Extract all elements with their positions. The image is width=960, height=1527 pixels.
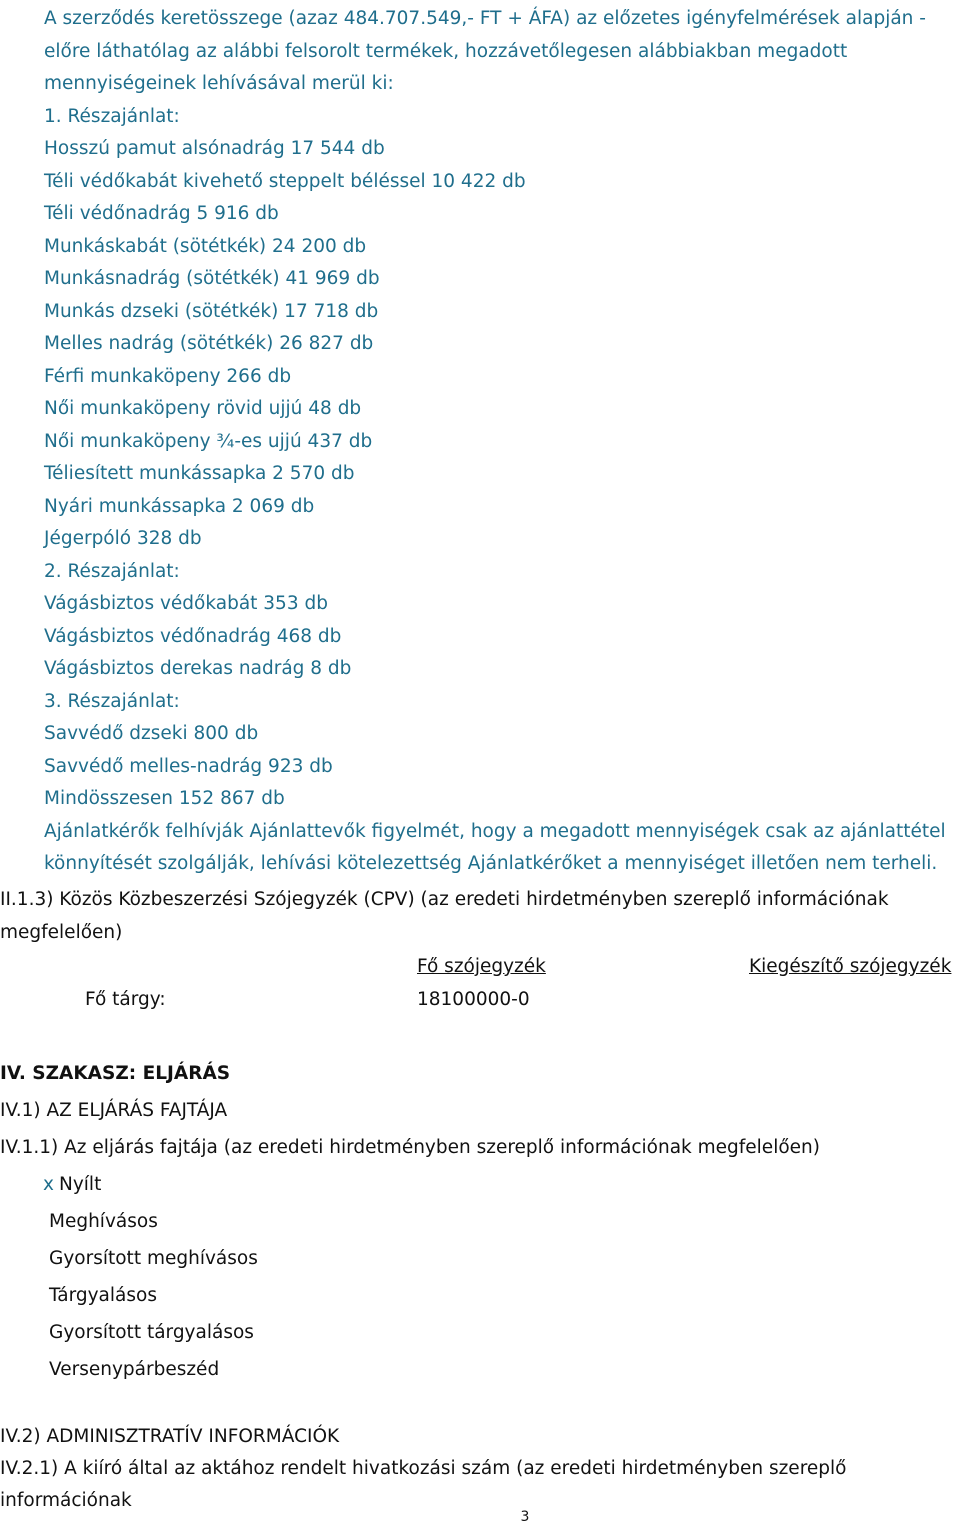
list-item: Munkás dzseki (sötétkék) 17 718 db (44, 300, 379, 322)
procedure-option-restricted: Meghívásos (49, 1211, 158, 1232)
procedure-option-label: Nyílt (59, 1174, 102, 1195)
list-item: Vágásbiztos derekas nadrág 8 db (44, 658, 352, 679)
quantity-note: Ajánlatkérők felhívják Ajánlattevők figyelmét, hogy a megadott mennyiségek csak az ajánlattétel könnyítését szolgálják, lehívási kötelezettség Ajánlatkérőket a mennyiséget illetően nem terheli. (44, 820, 946, 874)
total-quantity: Mindösszesen 152 867 db (44, 788, 285, 809)
cpv-heading: II.1.3) Közös Közbeszerzési Szójegyzék (CPV) (az eredeti hirdetményben szereplő információnak megfelelően) (0, 889, 889, 943)
list-item: Savvédő melles-nadrág 923 db (44, 755, 333, 777)
list-item: Savvédő dzseki 800 db (44, 723, 259, 744)
procedure-section (0, 1055, 950, 1388)
list-item: Női munkaköpeny rövid ujjú 48 db (44, 398, 362, 419)
section-4-title: IV. SZAKASZ: ELJÁRÁS (0, 1063, 231, 1084)
cpv-supplementary-header: Kiegészítő szójegyzék (749, 956, 952, 977)
cpv-section (0, 884, 950, 949)
section-4-1-title: IV.1) AZ ELJÁRÁS FAJTÁJA (0, 1100, 228, 1121)
list-item: Vágásbiztos védőnadrág 468 db (44, 625, 342, 647)
procedure-option-accelerated-restricted: Gyorsított meghívásos (49, 1248, 258, 1269)
list-item: Nyári munkássapka 2 069 db (44, 495, 315, 517)
section-4-2-1-title: IV.2.1) A kiíró által az aktához rendelt hivatkozási szám (az eredeti hirdetményben szereplő információnak (0, 1458, 847, 1511)
list-item: Vágásbiztos védőkabát 353 db (44, 593, 328, 614)
list-item: Téliesített munkássapka 2 570 db (44, 463, 355, 484)
section-4-2-title: IV.2) ADMINISZTRATÍV INFORMÁCIÓK (0, 1426, 340, 1447)
contract-quantities-block (44, 3, 954, 881)
lot-3-title: 3. Részajánlat: (44, 690, 180, 712)
list-item: Férfi munkaköpeny 266 db (44, 365, 292, 387)
cpv-main-header: Fő szójegyzék (417, 956, 546, 977)
list-item: Női munkaköpeny ¾-es ujjú 437 db (44, 430, 373, 452)
list-item: Téli védőnadrág 5 916 db (44, 203, 279, 224)
lot-1-title: 1. Részajánlat: (44, 105, 180, 127)
list-item: Munkásnadrág (sötétkék) 41 969 db (44, 268, 380, 289)
procedure-option-accelerated-negotiated: Gyorsított tárgyalásos (49, 1322, 254, 1343)
lot-2-title: 2. Részajánlat: (44, 560, 180, 582)
selected-x-mark: x (43, 1174, 54, 1195)
cpv-table (0, 951, 960, 1021)
cpv-main-subject-value: 18100000-0 (417, 989, 530, 1010)
cpv-main-subject-label: Fő tárgy: (85, 989, 166, 1010)
list-item: Hosszú pamut alsónadrág 17 544 db (44, 138, 385, 159)
section-4-1-1-title: IV.1.1) Az eljárás fajtája (az eredeti hirdetményben szereplő információnak megfelelően) (0, 1137, 820, 1158)
procedure-option-negotiated: Tárgyalásos (49, 1285, 157, 1306)
page-number: 3 (520, 1509, 530, 1525)
intro-paragraph: A szerződés keretösszege (azaz 484.707.549,- FT + ÁFA) az előzetes igényfelmérések alapján - előre láthatólag az alábbi felsorolt termékek, hozzávetőlegesen alábbiakban megadott mennyiségeinek lehívásával merül ki: (44, 8, 926, 94)
administrative-info-section (0, 1421, 900, 1517)
list-item: Melles nadrág (sötétkék) 26 827 db (44, 333, 374, 354)
list-item: Téli védőkabát kivehető steppelt béléssel 10 422 db (44, 170, 526, 192)
procedure-option-open (0, 1166, 950, 1203)
list-item: Munkáskabát (sötétkék) 24 200 db (44, 235, 367, 257)
procedure-option-competitive-dialogue: Versenypárbeszéd (49, 1359, 220, 1380)
list-item: Jégerpóló 328 db (44, 528, 202, 549)
